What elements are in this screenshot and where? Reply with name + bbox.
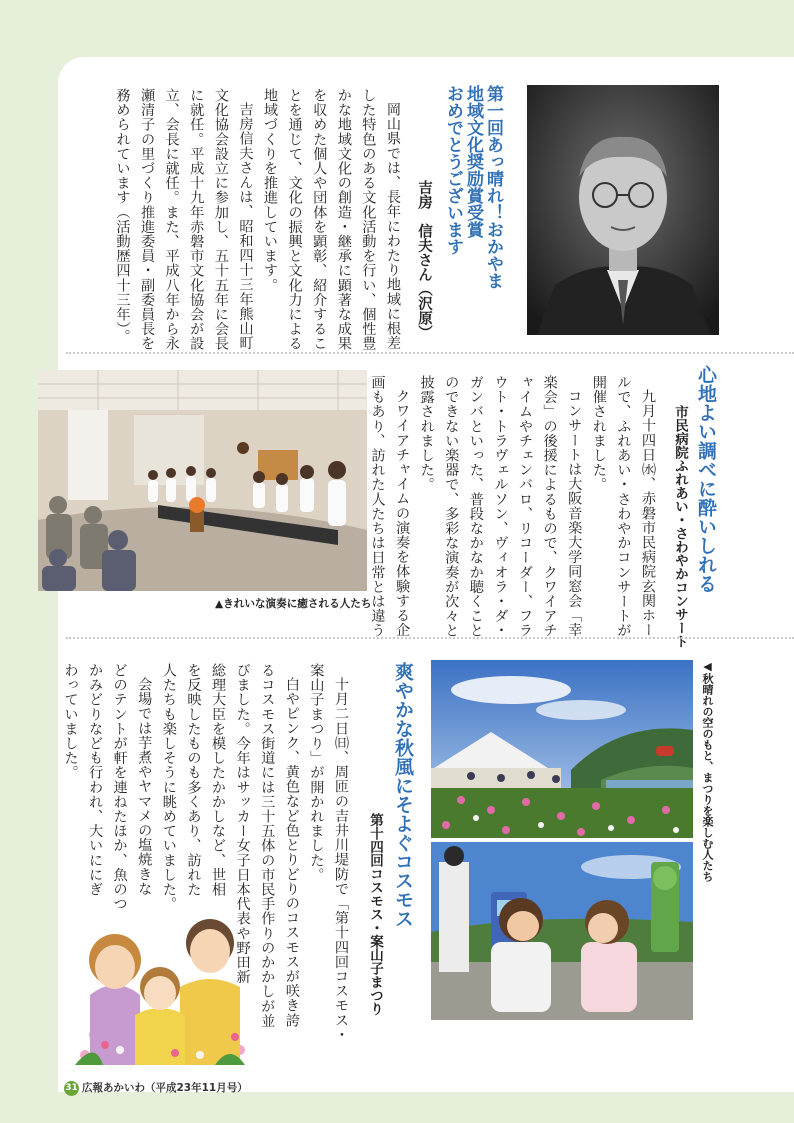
section-divider xyxy=(66,637,794,639)
award-line: 務められています（活動歴四十三年）。 xyxy=(114,88,131,344)
cosmos-line: 総理大臣を模したかかしなど、世相 xyxy=(210,663,227,897)
concert-title: 心地よい調べに酔いしれる xyxy=(695,365,717,593)
award-title-line-1: 第一回あっ晴れ！おかやま xyxy=(483,85,503,289)
concert-line: クワイアチャイムの演奏を体験する企 xyxy=(394,389,411,638)
concert-line: 開催されました。 xyxy=(590,375,607,492)
concert-line: ルで、ふれあい・さわやかコンサートが xyxy=(615,375,632,638)
cosmos-subtitle: 第十四回コスモス・案山子まつり xyxy=(367,813,383,1016)
page-footer xyxy=(64,1080,248,1096)
cosmos-line: 十月二日㈰、周匝の吉井川堤防で「第十四回コスモス・ xyxy=(333,677,349,1043)
award-line: を収めた個人や団体を顕彰、紹介するこ xyxy=(311,88,328,351)
cosmos-line: わっていました。 xyxy=(62,663,79,780)
concert-line: 九月十四日㈬、赤磐市民病院玄関ホー xyxy=(640,389,656,638)
cosmos-title: 爽やかな秋風にそよぐコスモス xyxy=(392,662,414,928)
cosmos-line: かみどりなども行われ、大いににぎ xyxy=(87,663,104,897)
concert-caption: ▲きれいな演奏に癒される人たち xyxy=(215,598,372,610)
award-line: 地域づくりを推進しています。 xyxy=(262,88,279,293)
award-line: 吉房信夫さんは、昭和四十三年熊山町 xyxy=(237,102,254,351)
award-title-line-3: おめでとうございます xyxy=(443,85,463,255)
section-divider xyxy=(66,352,794,354)
family-illustration xyxy=(75,905,251,1065)
concert-line: ャイムやチェンバロ、リコーダー、フラ xyxy=(517,375,534,638)
concert-line: コンサートは大阪音楽大学同窓会「幸 xyxy=(566,389,583,638)
concert-line: のできない楽器で、多彩な演奏が次々と xyxy=(443,375,460,638)
cosmos-line: 白やピンク、黄色など色とりどりのコスモスが咲き誇 xyxy=(283,677,300,1028)
concert-line: 楽会」の後援によるもので、クワイアチ xyxy=(541,375,558,638)
concert-body xyxy=(325,375,660,638)
award-line: に就任。平成十九年赤磐市文化協会が設 xyxy=(188,88,205,351)
award-body xyxy=(114,88,405,351)
award-title-line-2: 地域文化奨励賞受賞 xyxy=(463,85,483,238)
concert-line: ガンバといった、普段なかなか聴くこと xyxy=(467,375,484,638)
cosmos-line: るコスモス街道には三十五体の市民手作りのかかしが並 xyxy=(259,663,276,1028)
page-number: 31 xyxy=(64,1081,79,1096)
award-line: かな地域文化の創造・継承に顕著な成果 xyxy=(335,88,352,351)
cosmos-line: 案山子まつり」が開かれました。 xyxy=(308,663,325,882)
award-line: とを通じて、文化の振興と文化力による xyxy=(286,88,303,351)
award-person-name: 吉房 信夫さん（沢原） xyxy=(416,180,432,340)
cosmos-line: びました。今年はサッカー女子日本代表や野田新 xyxy=(234,663,251,985)
cosmos-photo-top xyxy=(431,660,693,838)
publication-name: 広報あかいわ（平成23年11月号） xyxy=(82,1082,248,1094)
concert-photo xyxy=(38,370,367,591)
cosmos-line: を反映したものも多くあり、訪れた xyxy=(185,663,202,897)
portrait-photo xyxy=(527,85,719,335)
award-line: した特色のある文化活動を行い、個性豊 xyxy=(360,88,377,351)
concert-line: 画もあり、訪れた人たちは日常とは違う xyxy=(369,375,386,638)
cosmos-line: 人たちも楽しそうに眺めていました。 xyxy=(160,663,177,912)
cosmos-line: どのテントが軒を連ねたほか、魚のつ xyxy=(111,663,128,912)
concert-line: ウト・トラヴェルソン、ヴィオラ・ダ・ xyxy=(492,375,509,638)
award-line: 瀬清子の里づくり推進委員・副委員長を xyxy=(139,88,156,351)
award-line: 文化協会設立に参加し、五十五年に会長 xyxy=(212,88,229,351)
award-line: 立、会長に就任。また、平成八年から永 xyxy=(163,88,180,351)
concert-line: 披露されました。 xyxy=(418,375,435,492)
cosmos-photo-bottom xyxy=(431,842,693,1020)
cosmos-caption: ◀秋晴れの空のもと、まつりを楽しむ人たち xyxy=(701,660,714,882)
cosmos-line: 会場では芋煮やヤマメの塩焼きな xyxy=(136,677,153,897)
concert-subtitle: 市民病院ふれあい・さわやかコンサート xyxy=(672,405,688,648)
award-line: 岡山県では、長年にわたり地域に根差 xyxy=(385,102,401,351)
